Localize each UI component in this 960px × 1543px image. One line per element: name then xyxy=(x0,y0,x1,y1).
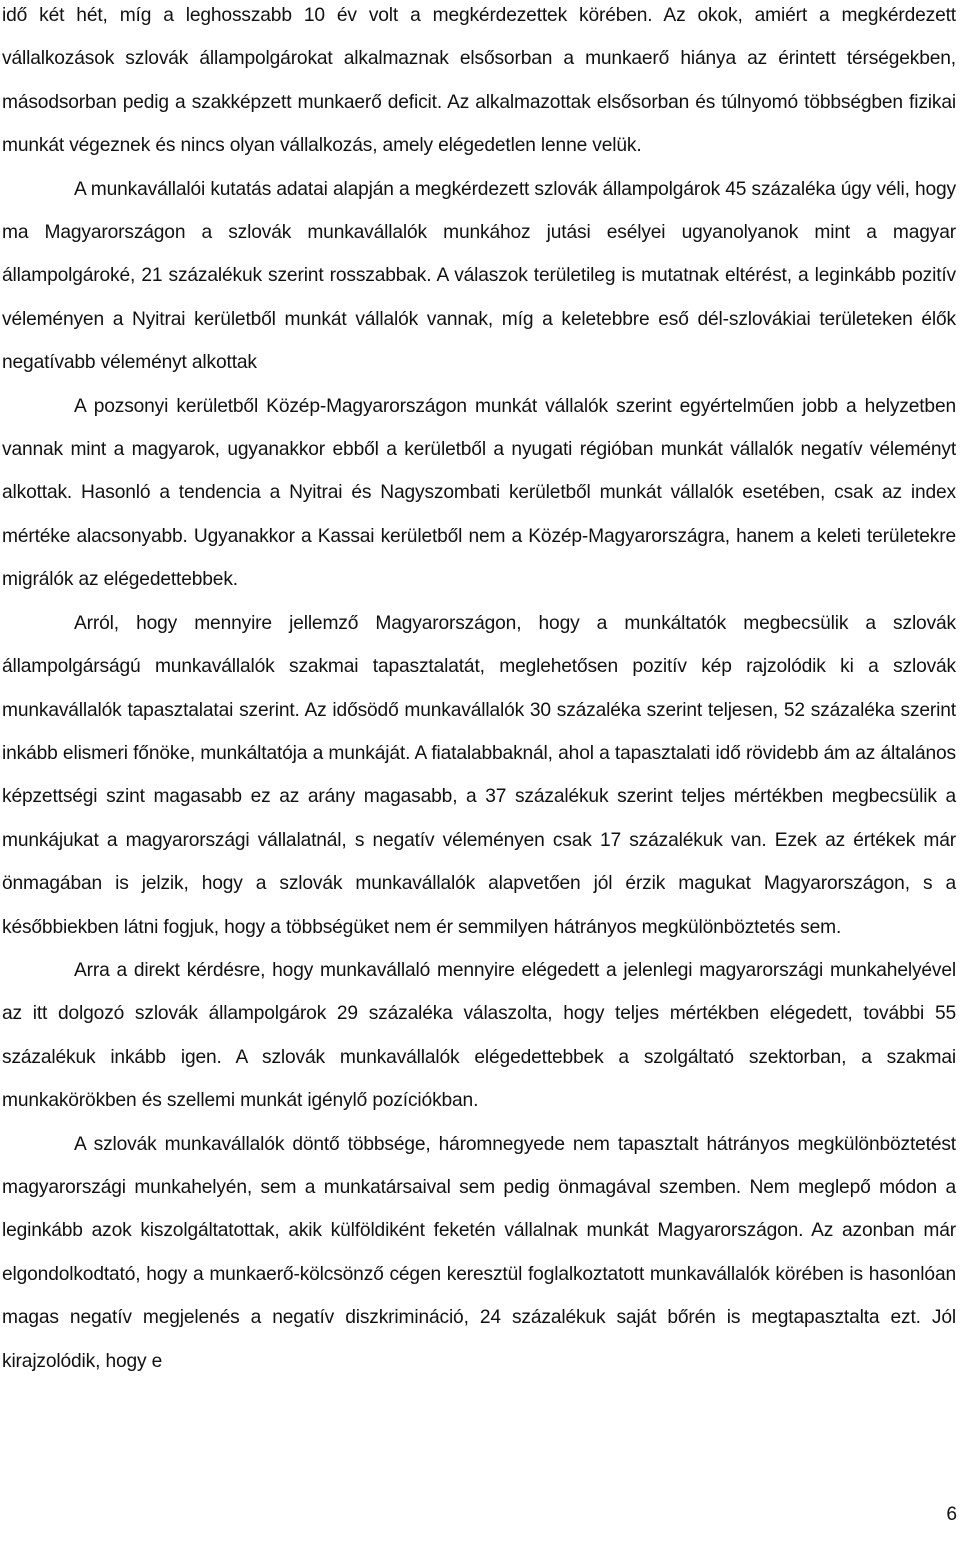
paragraph-6: A szlovák munkavállalók döntő többsége, háromnegyede nem tapasztalt hátrányos megkülönböztetést magyarországi munkahelyén, sem a munkatársaival sem pedig önmagával szemben. Nem meglepő módon a leginkább azok kiszolgáltatottak, akik külföldiként feketén vállalnak munkát Magyarországon. Az azonban már elgondolkodtató, hogy a munkaerő-kölcsönző cégen keresztül foglalkoztatott munkavállalók körében is hasonlóan magas negatív megjelenés a negatív diszkrimináció, 24 százalékuk saját bőrén is megtapasztalta ezt. Jól kirajzolódik, hogy e xyxy=(2,1133,956,1372)
paragraph-1: idő két hét, míg a leghosszabb 10 év volt a megkérdezettek körében. Az okok, amiért a megkérdezett vállalkozások szlovák állampolgárokat alkalmaznak elsősorban a munkaerő hiánya az érintett térségekben, másodsorban pedig a szakképzett munkaerő deficit. Az alkalmazottak elsősorban és túlnyomó többségben fizikai munkát végeznek és nincs olyan vállalkozás, amely elégedetlen lenne velük. xyxy=(2,5,956,157)
paragraph-5: Arra a direkt kérdésre, hogy munkavállaló mennyire elégedett a jelenlegi magyarországi munkahelyével az itt dolgozó szlovák állampolgárok 29 százaléka válaszolta, hogy teljes mértékben elégedett, további 55 százalékuk inkább igen. A szlovák munkavállalók elégedettebbek a szolgáltató szektorban, a szakmai munkakörökben és szellemi munkát igénylő pozíciókban. xyxy=(2,959,956,1112)
paragraph-4: Arról, hogy mennyire jellemző Magyarországon, hogy a munkáltatók megbecsülik a szlovák állampolgárságú munkavállalók szakmai tapasztalatát, meglehetősen pozitív kép rajzolódik ki a szlovák munkavállalók tapasztalatai szerint. Az idősödő munkavállalók 30 százaléka szerint teljesen, 52 százaléka szerint inkább elismeri főnöke, munkáltatója a munkáját. A fiatalabbaknál, ahol a tapasztalati idő rövidebb ám az általános képzettségi szint magasabb ez az arány magasabb, a 37 százalékuk szerint teljes mértékben megbecsülik a munkájukat a magyarországi vállalatnál, s negatív véleményen csak 17 százalékuk van. Ezek az értékek már önmagában is jelzik, hogy a szlovák munkavállalók alapvetően jól érzik magukat Magyarországon, s a későbbiekben látni fogjuk, hogy a többségüket nem ér semmilyen hátrányos megkülönböztetés sem. xyxy=(2,612,956,938)
paragraph-2: A munkavállalói kutatás adatai alapján a megkérdezett szlovák állampolgárok 45 százaléka úgy véli, hogy ma Magyarországon a szlovák munkavállalók munkához jutási esélyei ugyanolyanok mint a magyar állampolgároké, 21 százalékuk szerint rosszabbak. A válaszok területileg is mutatnak eltérést, a leginkább pozitív véleményen a Nyitrai kerületből munkát vállalók vannak, míg a keletebbre eső dél-szlovákiai területeken élők negatívabb véleményt alkottak xyxy=(2,178,956,374)
body-text xyxy=(2,0,956,1383)
page-number: 6 xyxy=(946,1504,957,1525)
paragraph-3: A pozsonyi kerületből Közép-Magyarországon munkát vállalók szerint egyértelműen jobb a helyzetben vannak mint a magyarok, ugyanakkor ebből a kerületből a nyugati régióban munkát vállalók negatív véleményt alkottak. Hasonló a tendencia a Nyitrai és Nagyszombati kerületből munkát vállalók esetében, csak az index mértéke alacsonyabb. Ugyanakkor a Kassai kerületből nem a Közép-Magyarországra, hanem a keleti területekre migrálók az elégedettebbek. xyxy=(2,395,956,591)
